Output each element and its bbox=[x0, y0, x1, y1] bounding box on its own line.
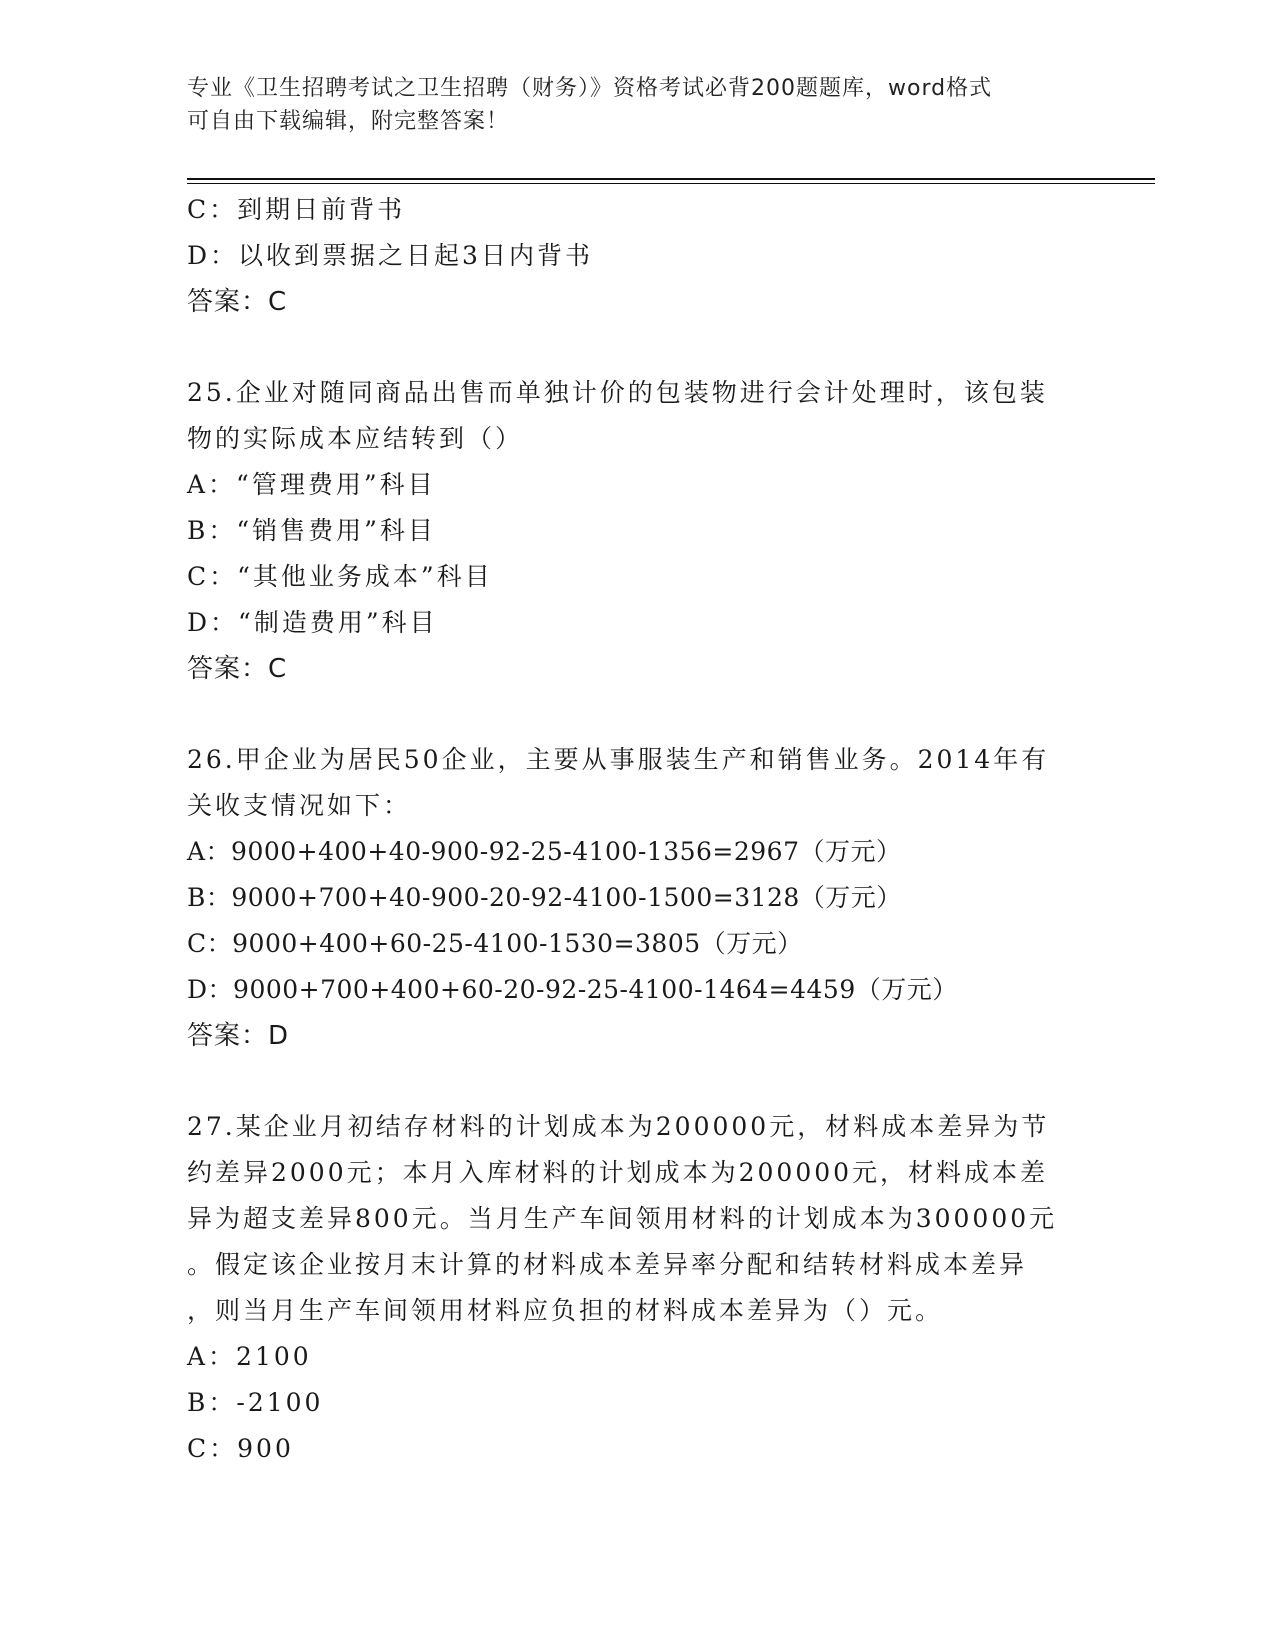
question-spacer bbox=[187, 1059, 1087, 1104]
option-d: D：“制造费用”科目 bbox=[187, 608, 438, 637]
option-c: C：900 bbox=[187, 1434, 294, 1463]
header-line-2: 可自由下载编辑，附完整答案！ bbox=[187, 109, 510, 134]
option-c: C：到期日前背书 bbox=[187, 195, 406, 224]
question-stem: 。假定该企业按月末计算的材料成本差异率分配和结转材料成本差异 bbox=[187, 1250, 1028, 1279]
document-header bbox=[187, 72, 1067, 138]
option-b: B：-2100 bbox=[187, 1388, 324, 1417]
question-25 bbox=[187, 370, 1087, 692]
option-c: C：9000+400+60-25-4100-1530=3805（万元） bbox=[187, 929, 803, 958]
header-line-1: 专业《卫生招聘考试之卫生招聘（财务）》资格考试必背200题题库，word格式 bbox=[187, 76, 993, 101]
header-divider-thin bbox=[187, 183, 1155, 184]
option-b: B：9000+700+40-900-20-92-4100-1500=3128（万元） bbox=[187, 883, 902, 912]
option-c: C：“其他业务成本”科目 bbox=[187, 562, 493, 591]
option-d: D：以收到票据之日起3日内背书 bbox=[187, 241, 593, 270]
question-stem: 26.甲企业为居民50企业，主要从事服装生产和销售业务。2014年有 bbox=[187, 745, 1050, 774]
option-a: A：9000+400+40-900-92-25-4100-1356=2967（万元） bbox=[187, 837, 902, 866]
question-spacer bbox=[187, 692, 1087, 737]
question-stem: 27.某企业月初结存材料的计划成本为200000元，材料成本差异为节 bbox=[187, 1112, 1050, 1141]
question-stem: ，则当月生产车间领用材料应负担的材料成本差异为（）元。 bbox=[187, 1296, 944, 1325]
question-26 bbox=[187, 737, 1087, 1059]
answer: 答案：C bbox=[187, 287, 288, 317]
option-b: B：“销售费用”科目 bbox=[187, 516, 436, 545]
question-stem: 25.企业对随同商品出售而单独计价的包装物进行会计处理时，该包装 bbox=[187, 378, 1048, 407]
question-stem: 物的实际成本应结转到（） bbox=[187, 424, 524, 453]
document-body bbox=[187, 187, 1087, 1472]
answer: 答案：C bbox=[187, 654, 288, 684]
question-24-continued bbox=[187, 187, 1087, 325]
question-stem: 关收支情况如下： bbox=[187, 791, 412, 820]
question-27 bbox=[187, 1104, 1087, 1472]
answer: 答案：D bbox=[187, 1021, 290, 1051]
option-a: A：2100 bbox=[187, 1342, 312, 1371]
question-stem: 约差异2000元；本月入库材料的计划成本为200000元，材料成本差 bbox=[187, 1158, 1049, 1187]
option-a: A：“管理费用”科目 bbox=[187, 470, 436, 499]
header-divider-thick bbox=[187, 178, 1155, 180]
option-d: D：9000+700+400+60-20-92-25-4100-1464=4459（万元） bbox=[187, 975, 958, 1004]
question-spacer bbox=[187, 325, 1087, 370]
question-stem: 异为超支差异800元。当月生产车间领用材料的计划成本为300000元 bbox=[187, 1204, 1058, 1233]
